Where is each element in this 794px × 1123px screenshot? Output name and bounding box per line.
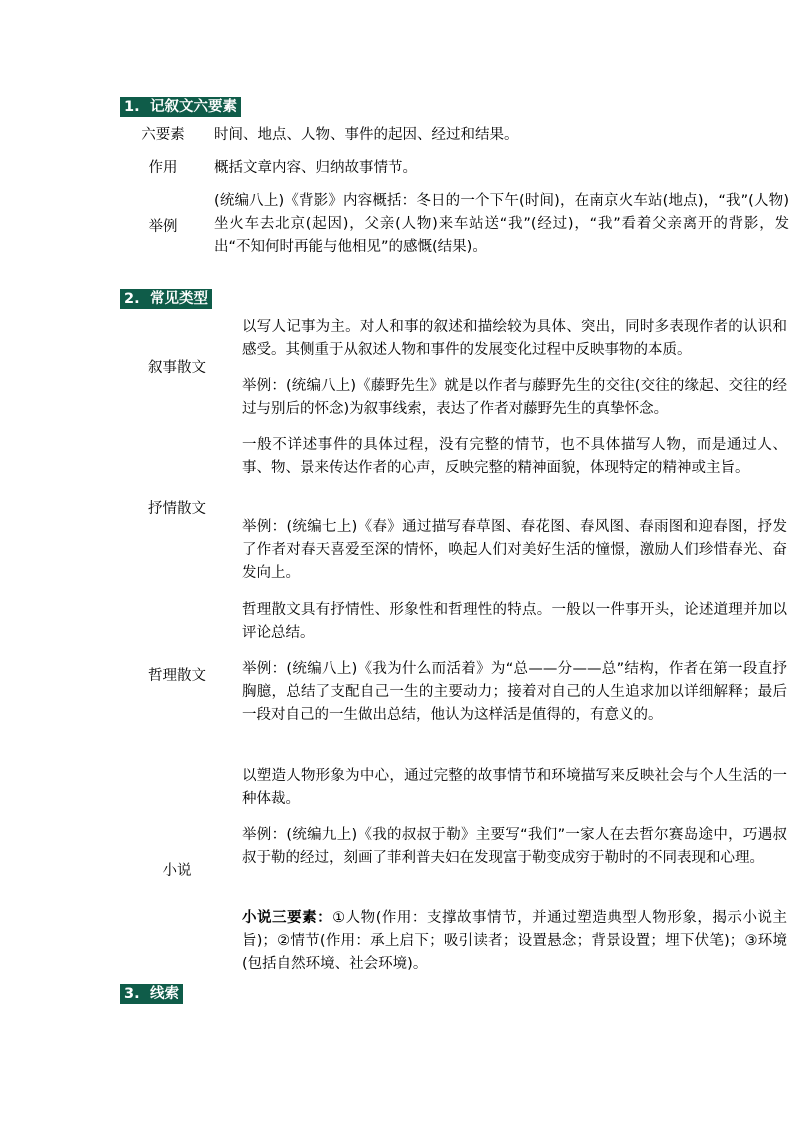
type-label-lyric: 抒情散文 — [148, 501, 206, 517]
type-example-philosophy: 举例：(统编八上)《我为什么而活着》为“总——分——总”结构，作者在第一段直抒胸臆，总结了支配自己一生的主要动力；接着对自己的人生追求加以详细解释；最后一段对自己的一生做出总结，他认为这样活是值得的，有意义的。 — [242, 661, 787, 723]
type-desc-novel: 以塑造人物形象为中心，通过完整的故事情节和环境描写来反映社会与个人生活的一种体裁。 — [242, 768, 787, 807]
type-example-lyric: 举例：(统编七上)《春》通过描写春草图、春花图、春风图、春雨图和迎春图，抒发了作者对春天喜爱至深的情怀，唤起人们对美好生活的憧憬，激励人们珍惜春光、奋发向上。 — [242, 519, 787, 581]
type-example-narrative: 举例：(统编八上)《藤野先生》就是以作者与藤野先生的交往(交往的缘起、交往的经过与别后的怀念)为叙事线索，表达了作者对藤野先生的真挚怀念。 — [242, 378, 787, 417]
row-text-elements: 时间、地点、人物、事件的起因、经过和结果。 — [214, 127, 519, 143]
section-heading-1 — [120, 97, 241, 117]
row-label-function: 作用 — [148, 160, 178, 176]
type-desc-lyric: 一般不详述事件的具体过程，没有完整的情节，也不具体描写人物，而是通过人、事、物、景来传达作者的心声，反映完整的精神面貌，体现特定的精神或主旨。 — [242, 437, 787, 476]
row-text-example: (统编八上)《背影》内容概括：冬日的一个下午(时间)，在南京火车站(地点)，“我”(人物)坐火车去北京(起因)，父亲(人物)来车站送“我”(经过)，“我”看着父亲离开的背影，发出“不知何时再能与他相见”的感慨(结果)。 — [214, 193, 789, 255]
row-label-elements: 六要素 — [141, 127, 185, 143]
novel-elements-body: ①人物(作用：支撑故事情节，并通过塑造典型人物形象，揭示小说主旨)；②情节(作用：承上启下；吸引读者；设置悬念；背景设置；埋下伏笔)；③环境(包括自然环境、社会环境)。 — [242, 910, 787, 972]
row-label-example: 举例 — [148, 219, 178, 235]
section-heading-3 — [120, 984, 183, 1004]
section-title: 常见类型 — [150, 291, 208, 307]
type-desc-narrative: 以写人记事为主。对人和事的叙述和描绘较为具体、突出，同时多表现作者的认识和感受。其侧重于从叙述人物和事件的发展变化过程中反映事物的本质。 — [242, 319, 787, 358]
type-elements-novel — [242, 907, 787, 976]
section-heading-2 — [120, 289, 212, 309]
section-title: 记叙文六要素 — [150, 99, 237, 115]
section-number: 1. — [124, 99, 140, 115]
section-number: 3. — [124, 986, 140, 1002]
type-example-novel: 举例：(统编九上)《我的叔叔于勒》主要写“我们”一家人在去哲尔赛岛途中，巧遇叔叔于勒的经过，刻画了菲利普夫妇在发现富于勒变成穷于勒时的不同表现和心理。 — [242, 827, 787, 866]
type-label-narrative: 叙事散文 — [148, 360, 206, 376]
type-label-novel: 小说 — [162, 863, 192, 879]
type-desc-philosophy: 哲理散文具有抒情性、形象性和哲理性的特点。一般以一件事开头，论述道理并加以评论总结。 — [242, 602, 787, 641]
novel-elements-lead: 小说三要素： — [242, 910, 333, 926]
section-number: 2. — [124, 291, 140, 307]
type-label-philosophy: 哲理散文 — [148, 668, 206, 684]
section-title: 线索 — [150, 986, 179, 1002]
row-text-function: 概括文章内容、归纳故事情节。 — [214, 160, 417, 176]
